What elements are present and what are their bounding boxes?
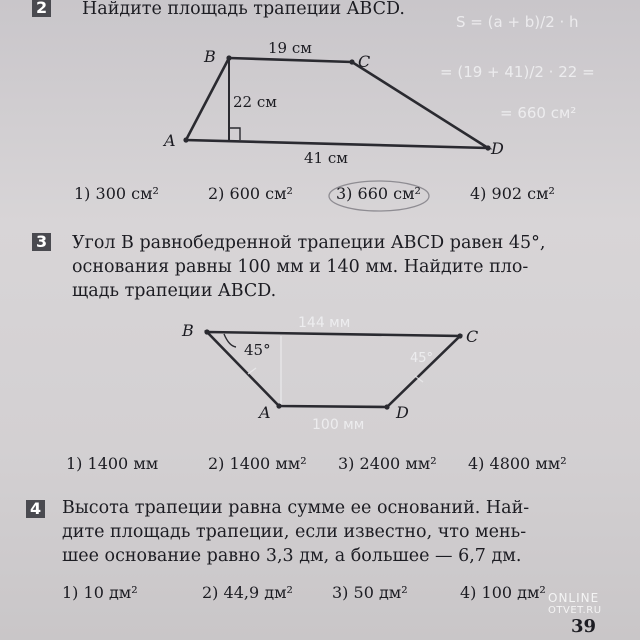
q4-answer-3: 3) 50 дм²	[332, 583, 408, 602]
q4-answer-2: 2) 44,9 дм²	[202, 583, 293, 602]
pencil-bottom-base: 100 мм	[312, 417, 365, 433]
watermark-line-2: OTVET.RU	[548, 605, 602, 616]
vertex-b-dot	[204, 329, 209, 334]
vertex-c-dot	[457, 333, 462, 338]
pencil-top-base: 144 мм	[298, 315, 351, 331]
pencil-result: = 660 см²	[500, 104, 577, 122]
vertex-d-label: D	[491, 139, 504, 158]
height-label: 22 см	[233, 93, 277, 111]
question-4-line-2: дите площадь трапеции, если известно, что мень-	[62, 522, 527, 542]
vertex-c-label: C	[466, 327, 479, 346]
top-base-label: 19 см	[268, 39, 312, 57]
watermark-line-1: ONLINE	[548, 591, 600, 605]
question-2-number: 2	[32, 0, 51, 17]
question-3-line-2: основания равны 100 мм и 140 мм. Найдите пло-	[72, 257, 529, 277]
q2-answer-4: 4) 902 см²	[470, 184, 555, 203]
q4-answer-1: 1) 10 дм²	[62, 583, 138, 602]
vertex-c-label: C	[358, 52, 371, 71]
q4-answer-4: 4) 100 дм²	[460, 583, 546, 602]
pencil-angle-c: 45°	[410, 351, 434, 366]
q2-answer-1: 1) 300 см²	[74, 184, 159, 203]
question-2-text: Найдите площадь трапеции ABCD.	[82, 0, 405, 19]
pencil-calc: = (19 + 41)/2 · 22 =	[440, 63, 595, 81]
vertex-b-label: B	[182, 321, 194, 340]
vertex-a-label: A	[164, 131, 176, 150]
q3-answer-3: 3) 2400 мм²	[338, 454, 437, 473]
vertex-b-label: B	[204, 47, 216, 66]
angle-b-arc	[224, 334, 236, 347]
question-4-line-1: Высота трапеции равна сумме ее оснований. Най-	[62, 498, 530, 518]
vertex-a-label: A	[259, 403, 271, 422]
q3-answer-1: 1) 1400 мм	[66, 454, 159, 473]
question-4-number: 4	[26, 500, 45, 518]
vertex-d-label: D	[396, 403, 409, 422]
q2-answer-3: 3) 660 см²	[336, 184, 421, 203]
watermark	[548, 592, 602, 617]
q3-answer-2: 2) 1400 мм²	[208, 454, 307, 473]
question-3-line-1: Угол B равнобедренной трапеции ABCD равен 45°,	[72, 233, 546, 253]
page-number: 39	[571, 616, 597, 637]
pencil-tick-left	[248, 368, 256, 374]
q2-answer-2: 2) 600 см²	[208, 184, 293, 203]
vertex-d-dot	[384, 404, 389, 409]
question-3-number: 3	[32, 233, 51, 251]
q3-answer-4: 4) 4800 мм²	[468, 454, 567, 473]
pencil-formula: S = (a + b)/2 · h	[456, 13, 579, 31]
question-4-line-3: шее основание равно 3,3 дм, а большее — 6,7 дм.	[62, 546, 522, 566]
vertex-a-dot	[276, 403, 281, 408]
bottom-base-label: 41 см	[304, 149, 348, 167]
angle-b-label: 45°	[244, 341, 271, 359]
question-3-line-3: щадь трапеции ABCD.	[72, 281, 277, 301]
